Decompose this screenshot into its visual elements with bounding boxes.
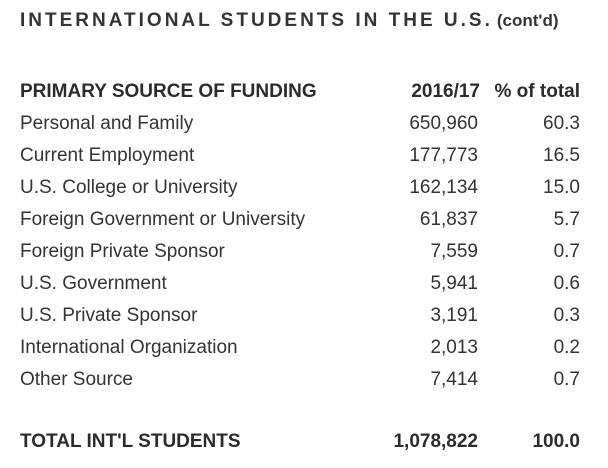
row-percent: 15.0 bbox=[543, 177, 580, 198]
row-source: Other Source bbox=[20, 369, 133, 390]
row-percent: 0.2 bbox=[553, 337, 580, 358]
row-percent: 16.5 bbox=[543, 145, 580, 166]
row-count: 177,773 bbox=[409, 145, 478, 166]
row-percent: 0.3 bbox=[553, 305, 580, 326]
row-source: International Organization bbox=[20, 337, 238, 358]
row-source: Personal and Family bbox=[20, 113, 194, 134]
page-title-suffix: (cont'd) bbox=[496, 11, 559, 30]
row-count: 61,837 bbox=[419, 209, 478, 230]
table-row bbox=[20, 300, 580, 332]
row-percent: 0.7 bbox=[553, 241, 580, 262]
row-percent: 0.7 bbox=[553, 369, 580, 390]
table-row bbox=[20, 172, 580, 204]
table-row bbox=[20, 364, 580, 396]
table-row bbox=[20, 236, 580, 268]
row-count: 7,559 bbox=[430, 241, 478, 262]
row-count: 162,134 bbox=[409, 177, 478, 198]
table-row bbox=[20, 268, 580, 300]
total-label: TOTAL INT'L STUDENTS bbox=[20, 431, 241, 452]
table-row bbox=[20, 108, 580, 140]
row-percent: 0.6 bbox=[553, 273, 580, 294]
row-source: U.S. College or University bbox=[20, 177, 238, 198]
row-percent: 60.3 bbox=[543, 113, 580, 134]
table-row bbox=[20, 332, 580, 364]
table-row bbox=[20, 140, 580, 172]
row-count: 7,414 bbox=[430, 369, 478, 390]
row-source: Foreign Government or University bbox=[20, 209, 306, 230]
row-count: 2,013 bbox=[430, 337, 478, 358]
page-title-main: INTERNATIONAL STUDENTS IN THE U.S. bbox=[20, 10, 493, 31]
header-year: 2016/17 bbox=[411, 81, 480, 102]
row-source: Current Employment bbox=[20, 145, 195, 166]
header-source: PRIMARY SOURCE OF FUNDING bbox=[20, 81, 317, 102]
row-source: U.S. Government bbox=[20, 273, 167, 294]
total-count: 1,078,822 bbox=[393, 431, 478, 452]
row-count: 650,960 bbox=[409, 113, 478, 134]
table-header bbox=[20, 76, 580, 108]
page-title bbox=[20, 10, 559, 32]
row-source: U.S. Private Sponsor bbox=[20, 305, 198, 326]
header-percent: % of total bbox=[494, 81, 580, 102]
row-count: 5,941 bbox=[430, 273, 478, 294]
table-total-row bbox=[20, 426, 580, 458]
row-source: Foreign Private Sponsor bbox=[20, 241, 225, 262]
row-count: 3,191 bbox=[430, 305, 478, 326]
row-percent: 5.7 bbox=[553, 209, 580, 230]
total-percent: 100.0 bbox=[532, 431, 580, 452]
table-row bbox=[20, 204, 580, 236]
